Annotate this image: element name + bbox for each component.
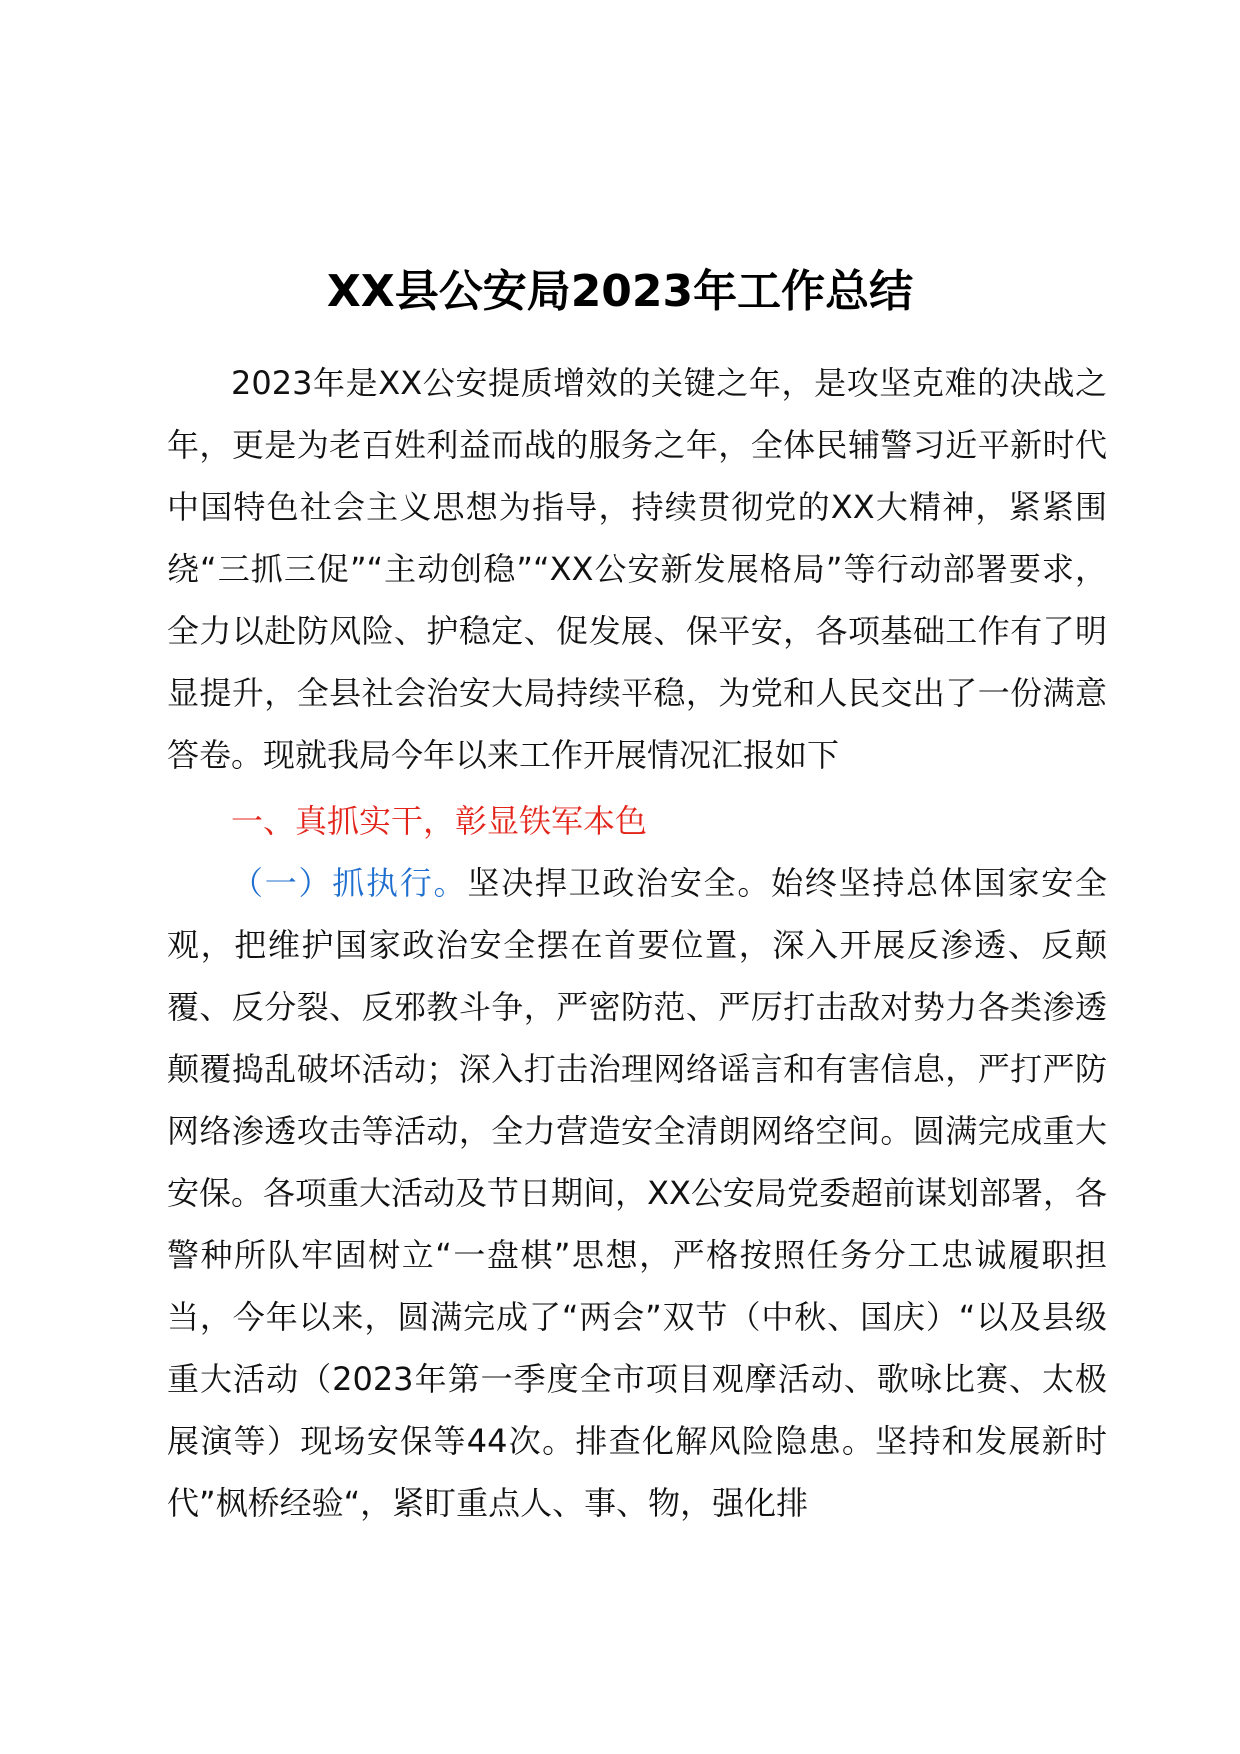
- section-paragraph: [167, 852, 1107, 1534]
- section-heading: 一、真抓实干，彰显铁军本色: [231, 802, 648, 840]
- section-paragraph-text: 坚决捍卫政治安全。始终坚持总体国家安全观，把维护国家政治安全摆在首要位置，深入开展反渗透、反颠覆、反分裂、反邪教斗争，严密防范、严厉打击敌对势力各类渗透颠覆捣乱破坏活动；深入打击治理网络谣言和有害信息，严打严防网络渗透攻击等活动，全力营造安全清朗网络空间。圆满完成重大安保。各项重大活动及节日期间，XX公安局党委超前谋划部署，各警种所队牢固树立“一盘棋”思想，严格按照任务分工忠诚履职担当，今年以来，圆满完成了“两会”双节（中秋、国庆）“以及县级重大活动（2023年第一季度全市项目观摩活动、歌咏比赛、太极展演等）现场安保等44次。排查化解风险隐患。坚持和发展新时代”枫桥经验“，紧盯重点人、事、物，强化排: [167, 864, 1107, 1522]
- intro-paragraph: 2023年是XX公安提质增效的关键之年，是攻坚克难的决战之年，更是为老百姓利益而战的服务之年，全体民辅警习近平新时代中国特色社会主义思想为指导，持续贯彻党的XX大精神，紧紧围绕“三抓三促”“主动创稳”“XX公安新发展格局”等行动部署要求，全力以赴防风险、护稳定、促发展、保平安，各项基础工作有了明显提升，全县社会治安大局持续平稳，为党和人民交出了一份满意答卷。现就我局今年以来工作开展情况汇报如下: [167, 364, 1107, 774]
- subsection-label: （一）抓执行。: [231, 864, 468, 902]
- document-title: XX县公安局2023年工作总结: [326, 266, 914, 317]
